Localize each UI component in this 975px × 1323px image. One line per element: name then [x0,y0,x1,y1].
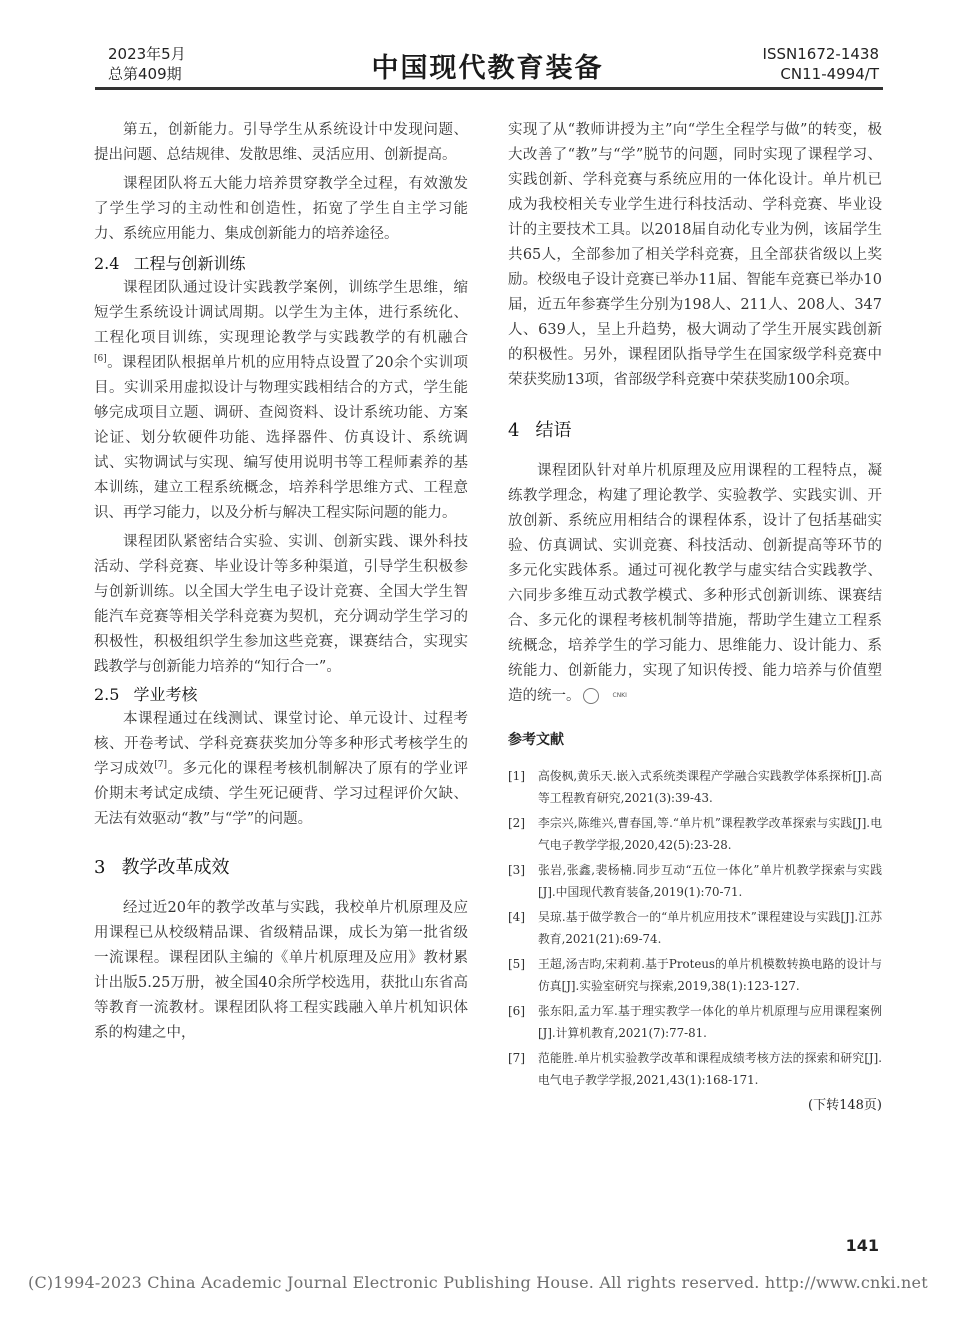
issue-number: 总第409期 [108,65,182,83]
paragraph: 实现了从“教师讲授为主”向“学生全程学与做”的转变，极大改善了“教”与“学”脱节的问题，同时实现了课程学习、实践创新、学科竞赛与系统应用的一体化设计。单片机已成为我校相关专业学生进行科技活动、学科竞赛、毕业设计的主要技术工具。以2018届自动化专业为例，该届学生共65人，全部参加了相关学科竞赛，且全部获省级以上奖励。校级电子设计竞赛已举办11届、智能车竞赛已举办10届，近五年参赛学生分别为198人、211人、208人、347人、639人，呈上升趋势，极大调动了学生开展实践创新的积极性。另外，课程团队指导学生在国家级学科竞赛中荣获奖励13项，省部级学科竞赛中荣获奖励100余项。 [508,122,882,388]
paragraph [94,276,468,526]
section-number: 2.5 [94,685,120,704]
reference-item [508,906,882,950]
references-title: 参考文献 [508,732,564,748]
issn: ISSN1672-1438 [762,45,879,63]
text-run: 本课程通过在线测试、课堂讨论、单元设计、过程考核、开卷考试、学科竞赛获奖加分等多种形式考核学生的学习成效 [94,711,468,777]
cnki-mark-icon: CNKI [583,688,599,704]
paragraph [94,707,468,832]
citation: [7] [154,760,167,771]
reference-text: 吴琼.基于做学教合一的“单片机应用技术”课程建设与实践[J].江苏教育,2021(21):69-74. [538,910,882,946]
reference-text: 王超,汤吉昀,宋莉莉.基于Proteus的单片机模数转换电路的设计与仿真[J].实验室研究与探索,2019,38(1):123-127. [538,957,882,993]
reference-number: [2] [508,816,525,830]
section-title: 教学改革成效 [121,857,230,878]
reference-item [508,1047,882,1091]
section-heading-2-5 [94,682,468,707]
reference-text: 范能胜.单片机实验教学改革和课程成绩考核方法的探索和研究[J].电气电子教学学报,2021,43(1):168-171. [538,1051,882,1087]
reference-number: [5] [508,957,525,971]
cn-code: CN11-4994/T [780,65,879,83]
journal-title: 中国现代教育装备 [371,53,604,84]
journal-codes [763,44,879,84]
left-column [94,118,468,1046]
reference-text: 高俊枫,黄乐天.嵌入式系统类课程产学融合实践教学体系探析[J].高等工程教育研究,2021(3):39-43. [538,769,882,805]
page-number: 141 [845,1236,879,1255]
paragraph: 课程团队紧密结合实验、实训、创新实践、课外科技活动、学科竞赛、毕业设计等多种渠道，引导学生积极参与创新训练。以全国大学生电子设计竞赛、全国大学生智能汽车竞赛等相关学科竞赛为契机，充分调动学生学习的积极性，积极组织学生参加这些竞赛，课赛结合，实现实践教学与创新能力培养的“知行合一”。 [94,534,468,675]
reference-text: 张岩,张鑫,裴杨楠.同步互动“五位一体化”单片机教学探索与实践[J].中国现代教育装备,2019(1):70-71. [538,863,882,899]
reference-number: [6] [508,1004,525,1018]
copyright-notice: (C)1994-2023 China Academic Journal Electronic Publishing House. All rights reserved. http://www.cnki.net [28,1273,928,1292]
header-divider [95,87,883,90]
text-run: 课程团队通过设计实践教学案例，训练学生思维，缩短学生系统设计调试周期。以学生为主体，进行系统化、工程化项目训练，实现理论教学与实践教学的有机融合 [94,280,468,346]
section-heading-3 [94,856,468,880]
paragraph: 经过近20年的教学改革与实践，我校单片机原理及应用课程已从校级精品课、省级精品课，成长为第一批省级一流课程。课程团队主编的《单片机原理及应用》教材累计出版5.25万册，被全国40余所学校选用，获批山东省高等教育一流教材。课程团队将工程实践融入单片机知识体系的构建之中， [94,900,468,1041]
reference-item [508,953,882,997]
section-number: 2.4 [94,254,120,273]
reference-text: 张东阳,孟力军.基于理实教学一体化的单片机原理与应用课程案例[J].计算机教育,2021(7):77-81. [538,1004,882,1040]
reference-item [508,859,882,903]
text-run: 。课程团队根据单片机的应用特点设置了20余个实训项目。实训采用虚拟设计与物理实践相结合的方式，学生能够完成项目立题、调研、查阅资料、设计系统功能、方案论证、划分软硬件功能、选择器件、仿真设计、系统调试、实物调试与实现、编写使用说明书等工程师素养的基本训练，建立工程系统概念，培养科学思维方式、工程意识、再学习能力，以及分析与解决工程实际问题的能力。 [94,355,468,521]
paragraph: 课程团队将五大能力培养贯穿教学全过程，有效激发了学生学习的主动性和创造性，拓宽了学生自主学习能力、系统应用能力、集成创新能力的培养途径。 [94,176,468,242]
paragraph [508,459,882,709]
reference-item [508,812,882,856]
citation: [6] [94,354,107,365]
references-list [508,765,882,1091]
reference-text: 李宗兴,陈维兴,曹春国,等.“单片机”课程教学改革探索与实践[J].电气电子教学学报,2020,42(5):23-28. [538,816,882,852]
section-title: 结语 [535,420,572,441]
reference-number: [3] [508,863,525,877]
section-title: 学业考核 [133,685,198,704]
section-number: 4 [508,420,520,441]
section-number: 3 [94,857,106,878]
section-heading-2-4 [94,251,468,276]
paragraph: 第五，创新能力。引导学生从系统设计中发现问题、提出问题、总结规律、发散思维、灵活应用、创新提高。 [94,122,468,163]
issue-date: 2023年5月 [108,45,186,63]
section-heading-4 [508,419,882,443]
text-run: 课程团队针对单片机原理及应用课程的工程特点，凝练教学理念，构建了理论教学、实验教学、实践实训、开放创新、系统应用相结合的课程体系，设计了包括基础实验、仿真调试、实训竞赛、科技活动、创新提高等环节的多元化实践体系。通过可视化教学与虚实结合实践教学、六同步多维互动式教学模式、多种形式创新训练、课赛结合、多元化的课程考核机制等措施，帮助学生建立工程系统概念，培养学生的学习能力、思维能力、设计能力、系统能力、创新能力，实现了知识传授、能力培养与价值塑造的统一。 [508,463,882,704]
right-column [508,118,882,1113]
reference-item [508,765,882,809]
continued-note: (下转148页) [808,1098,882,1113]
section-title: 工程与创新训练 [133,254,246,273]
reference-number: [4] [508,910,525,924]
reference-item [508,1000,882,1044]
text-run: 。多元化的课程考核机制解决了原有的学业评价期末考试定成绩、学生死记硬背、学习过程评价欠缺、无法有效驱动“教”与“学”的问题。 [94,761,469,827]
reference-number: [1] [508,769,525,783]
reference-number: [7] [508,1051,525,1065]
